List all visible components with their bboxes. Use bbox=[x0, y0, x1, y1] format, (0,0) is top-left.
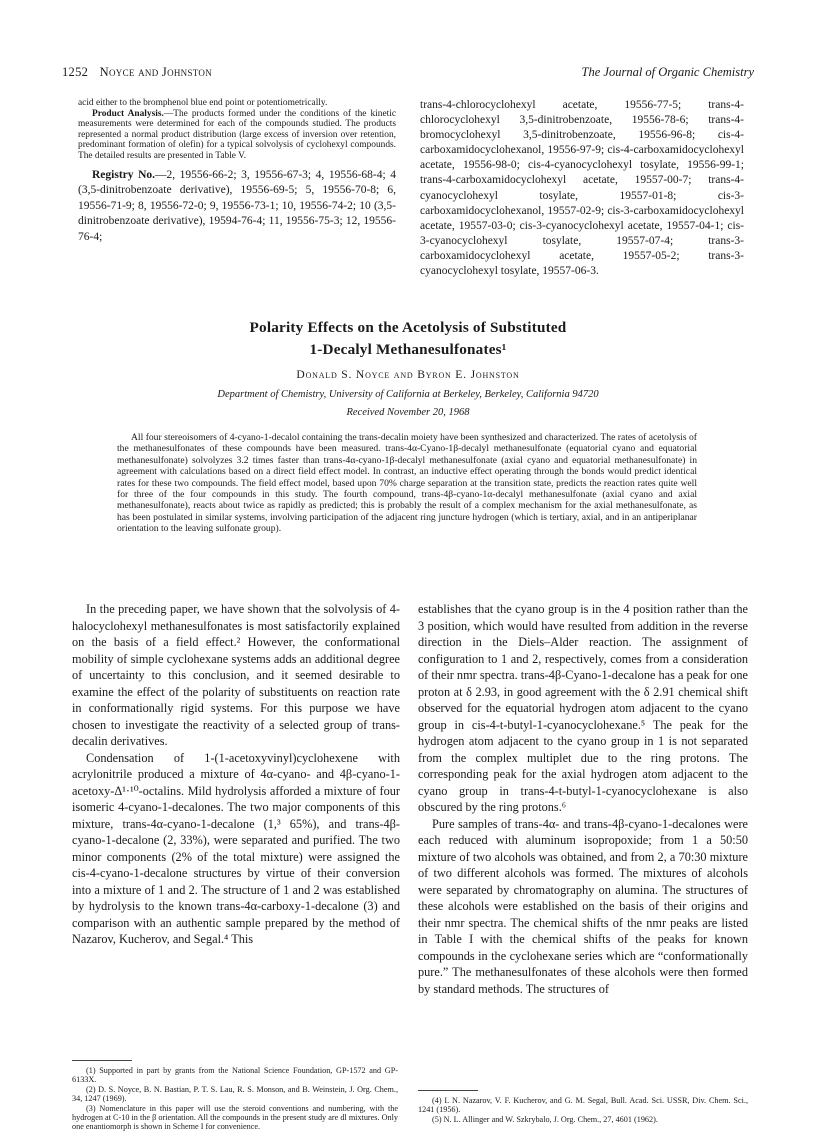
article-title-line1: Polarity Effects on the Acetolysis of Substituted bbox=[249, 319, 567, 336]
footnote: (5) N. L. Allinger and W. Szkrybalo, J. Org. Chem., 27, 4601 (1962). bbox=[432, 1114, 658, 1124]
article-title-line2: 1-Decalyl Methanesulfonates¹ bbox=[309, 341, 507, 358]
footnote: (2) D. S. Noyce, B. N. Bastian, P. T. S. Lau, R. S. Monson, and B. Weinstein, J. Org. Chem., 34, 1247 (1969). bbox=[72, 1084, 398, 1104]
footnotes-right bbox=[418, 1096, 748, 1124]
page-number: 1252 bbox=[62, 65, 89, 79]
footnote: (4) I. N. Nazarov, V. F. Kucherov, and G. M. Segal, Bull. Acad. Sci. USSR, Div. Chem. Sci., 1241 (1956). bbox=[418, 1096, 748, 1115]
previous-article-end-right bbox=[420, 98, 744, 279]
registry-paragraph bbox=[78, 168, 396, 246]
journal-name: The Journal of Organic Chemistry bbox=[581, 65, 754, 79]
body-paragraph: Pure samples of trans-4α- and trans-4β-cyano-1-decalones were each reduced with aluminum isopropoxide; from 1 a 50:50 mixture of two alcohols was obtained, and from 2, a 70:30 mixture of two different alcohols was formed. The mixtures of alcohols were separated by chromatography on alumina. The structures of these alcohols were established on the basis of their origins and their nmr spectra. The chemical shifts of the nmr peaks are listed in Table I with the chemical shifts of the peaks for known compounds in the cyclohexane series which are “conformationally pure.” The methanesulfonates of these alcohols were then formed by standard methods. The structures of bbox=[418, 816, 748, 996]
product-analysis-paragraph bbox=[78, 109, 396, 162]
product-analysis-heading: Product Analysis. bbox=[92, 108, 164, 119]
running-header bbox=[62, 65, 754, 85]
header-left bbox=[62, 65, 212, 80]
article-authors: Donald S. Noyce and Byron E. Johnston bbox=[296, 368, 520, 381]
body-column-left bbox=[72, 601, 400, 948]
header-authors: Noyce and Johnston bbox=[99, 65, 213, 79]
continued-paragraph: acid either to the bromphenol blue end point or potentiometrically. bbox=[78, 98, 328, 108]
previous-article-end-left bbox=[78, 98, 396, 246]
abstract bbox=[117, 432, 697, 535]
received-date: Received November 20, 1968 bbox=[346, 407, 470, 418]
body-paragraph: establishes that the cyano group is in the 4 position rather than the 3 position, which would have resulted from addition in the reverse direction in the Diels–Alder reaction. The assignment of configuration to 1 and 2, respectively, comes from a consideration of their nmr spectra. trans-4β-Cyano-1-decalone has a peak for one proton at δ 2.93, in good agreement with the δ 2.91 chemical shift observed for the equatorial hydrogen atom adjacent to the cyano group in cis-4-t-butyl-1-cyanocyclohexane.⁵ The peak for the hydrogen atom adjacent to the cyano group in 1 is not separated from the complex multiplet due to the ring protons. The corresponding peak for the axial hydrogen atom adjacent to the cyano group in trans-4-t-butyl-1-cyanocyclohexane is also obscured by the ring protons.⁶ bbox=[418, 602, 748, 814]
affiliation: Department of Chemistry, University of California at Berkeley, Berkeley, California 94720 bbox=[217, 389, 599, 400]
footnote-rule bbox=[418, 1090, 478, 1091]
abstract-text: All four stereoisomers of 4-cyano-1-decalol containing the trans-decalin moiety have been synthesized and characterized. The rates of acetolysis of the methanesulfonates of these compounds have been measured. trans-4α-Cyano-1β-decalyl methanesulfonate (equatorial cyano and equatorial methanesulfonate) solvolyzes 3.2 times faster than trans-4α-cyano-1β-decalyl methanesulfonate (axial cyano and equatorial methanesulfonate) in agreement with calculations based on a direct field effect model. In contrast, an inductive effect operating through the bonds would predict identical rates for these two compounds. The field effect model, based upon 70% charge separation at the transition state, predicts the reaction rates quite well for three of the four compounds in this study. The fourth compound, trans-4β-cyano-1α-decalyl methanesulfonate (axial cyano and axial methanesulfonate), reacts about twice as rapidly as predicted; this is probably the result of a complex mechanism for the axial methanesulfonate, as has been postulated in similar systems, involving participation of the adjacent ring juncture hydrogen (which is tertiary, axial, and in an antiperiplanar orientation to the leaving sulfonate group). bbox=[117, 432, 697, 535]
footnote: (1) Supported in part by grants from the National Science Foundation, GP-1572 and GP-6133X. bbox=[72, 1066, 398, 1085]
body-column-right bbox=[418, 601, 748, 997]
registry-heading: Registry No. bbox=[92, 168, 155, 181]
registry-text: —2, 19556-66-2; 3, 19556-67-3; 4, 19556-68-4; 4 (3,5-dinitrobenzoate derivative), 19556-69-5; 5, 19556-70-8; 6, 19556-71-9; 8, 19556-72-0; 9, 19556-73-1; 10, 19556-74-2; 10 (3,5-dinitrobenzoate derivative), 19594-76-4; 11, 19556-75-3; 12, 19556-76-4; bbox=[78, 168, 396, 243]
product-analysis-text: —The products formed under the conditions of the kinetic measurements were determined for each of the compounds studied. The products represented a normal product distribution (large excess of inversion over retention, predominant formation of olefin) for a typical solvolysis of cyclohexyl compounds. The detailed results are presented in Table V. bbox=[78, 108, 396, 161]
footnotes-left bbox=[72, 1066, 398, 1132]
body-paragraph: In the preceding paper, we have shown that the solvolysis of 4-halocyclohexyl methanesulfonates is most satisfactorily explained on the basis of a field effect.² However, the conformational mobility of simple cyclohexane systems adds an additional degree of uncertainty to this conclusion, and it seemed desirable to examine the effect of the polarity of substituents on reaction rate in conformationally rigid systems. For this purpose we have chosen to investigate the reactivity of a selected group of trans-decalin derivatives. bbox=[72, 602, 400, 748]
footnote: (3) Nomenclature in this paper will use the steroid conventions and numbering, with the hydrogen at C-10 in the β orientation. All the compounds in the present study are dl mixtures. Only one enantiomorph is shown in Scheme I for convenience. bbox=[72, 1103, 398, 1132]
footnote-rule bbox=[72, 1060, 132, 1061]
registry-continued: trans-4-chlorocyclohexyl acetate, 19556-77-5; trans-4-chlorocyclohexyl 3,5-dinitrobenzoate, 19556-78-6; trans-4-bromocyclohexyl 3,5-dinitrobenzoate, 19556-96-8; cis-4-carboxamidocyclohexanol, 19556-97-9; cis-4-carboxamidocyclohexyl acetate, 19556-98-0; cis-4-cyanocyclohexyl tosylate, 19556-99-1; trans-4-carboxamidocyclohexyl acetate, 19557-00-7; trans-4-cyanocyclohexyl tosylate, 19557-01-8; cis-3-carboxamidocyclohexanol, 19557-02-9; cis-3-carboxamidocyclohexyl acetate, 19557-03-0; cis-3-cyanocyclohexyl acetate, 19557-04-1; cis-3-cyanocyclohexyl tosylate, 19557-07-4; trans-3-carboxamidocyclohexyl acetate, 19557-05-2; trans-3-cyanocyclohexyl tosylate, 19557-06-3. bbox=[420, 99, 744, 278]
body-paragraph: Condensation of 1-(1-acetoxyvinyl)cyclohexene with acrylonitrile produced a mixture of 4α-cyano- and 4β-cyano-1-acetoxy-Δ¹·¹⁰-octalins. Mild hydrolysis afforded a mixture of four isomeric 4-cyano-1-decalones. The two major components of this mixture, trans-4α-cyano-1-decalone (1,³ 65%), and trans-4β-cyano-1-decalone (2, 33%), were separated and purified. The two minor components (2% of the total mixture) were assigned the cis-4-cyano-1-decalone structures by virtue of their conversion into a mixture of 1 and 2. The structure of 1 and 2 was established by hydrolysis to the known trans-4α-carboxy-1-decalone (3) and comparison with an authentic sample prepared by the method of Nazarov, Kucherov, and Segal.⁴ This bbox=[72, 750, 400, 946]
